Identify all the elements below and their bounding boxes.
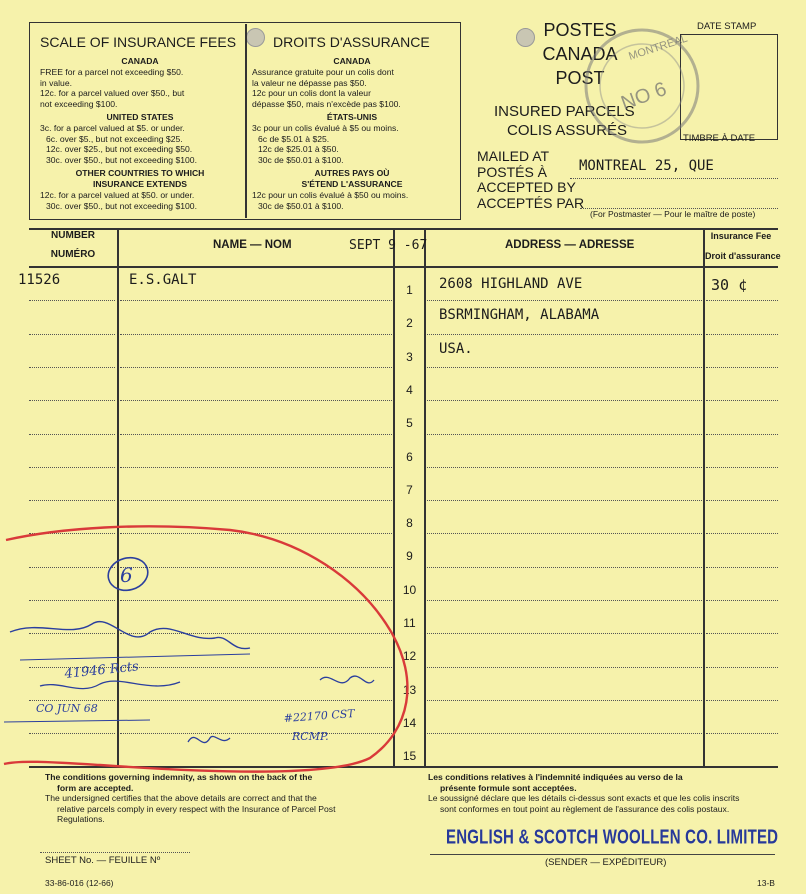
scale-title-en: SCALE OF INSURANCE FEES	[40, 34, 237, 50]
en-section-head2: INSURANCE EXTENDS	[92, 179, 188, 189]
en-fee-line: 12c. for a parcel valued at $50. or under.	[40, 190, 195, 200]
postmark-city: MONTREAL	[627, 32, 690, 63]
fee-value: 30 ¢	[711, 276, 748, 294]
row-number: 11	[403, 616, 416, 630]
fr-fee-line: 6c de $5.01 à $25.	[258, 133, 330, 144]
fr-fee-line: la valeur ne dépasse pas $50.	[252, 77, 367, 88]
row-number: 4	[406, 383, 413, 397]
footer-line: présente formule sont acceptées.	[440, 782, 577, 793]
en-section-head: OTHER COUNTRIES TO WHICH	[75, 168, 205, 178]
sender-stamp: ENGLISH & SCOTCH WOOLLEN CO. LIMITED	[446, 826, 779, 849]
row-number: 1	[406, 283, 413, 297]
en-fee-line: 30c. over $50., but not exceeding $100.	[46, 200, 197, 211]
canada-label: CANADA	[542, 44, 618, 64]
row-number: 3	[406, 350, 413, 364]
row-number: 10	[402, 583, 417, 597]
footer-line: form are accepted.	[57, 782, 134, 793]
col-fee-fr-header: Droit d'assurance	[705, 251, 781, 261]
en-section-head: UNITED STATES	[106, 112, 174, 122]
date-value: SEPT 9 -67	[349, 238, 428, 253]
en-section-head: CANADA	[121, 56, 159, 66]
en-fee-line: 30c. over $50., but not exceeding $100.	[46, 154, 197, 165]
row-number: 13	[402, 683, 417, 697]
col-numero-header: NUMÉRO	[50, 249, 96, 260]
fr-fee-line: 30c de $50.01 à $100.	[258, 154, 344, 165]
fr-fee-line: dépasse $50, mais n'excède pas $100.	[252, 98, 401, 109]
circled-number: 6	[120, 563, 133, 587]
footer-line: relative parcels comply in every respect with the Insurance of Parcel Post	[57, 803, 336, 814]
footer-line: Regulations.	[57, 814, 105, 824]
footer-line: Le soussigné déclare que les détails ci-dessus sont exacts et que les colis inscrits	[428, 793, 740, 803]
en-fee-line: in value.	[40, 77, 73, 88]
handwriting-case: #22170 CST	[283, 707, 356, 725]
footer-line: The conditions governing indemnity, as shown on the back of the	[45, 772, 313, 782]
fr-section-head: ÉTATS-UNIS	[326, 112, 378, 122]
footer-line: Les conditions relatives à l'indemnité indiquées au verso de la	[428, 772, 683, 782]
fr-section-head2: S'ÉTEND L'ASSURANCE	[301, 179, 403, 189]
row-number: 7	[406, 483, 413, 497]
address-line-1: 2608 HIGHLAND AVE	[439, 276, 583, 292]
en-fee-line: FREE for a parcel not exceeding $50.	[40, 67, 184, 77]
col-name-header: NAME — NOM	[213, 239, 292, 251]
en-fee-line: not exceeding $100.	[40, 98, 118, 109]
en-fee-line: 12c. for a parcel valued over $50., but	[40, 88, 185, 98]
row-number: 9	[406, 549, 413, 563]
handwritten-annotations	[0, 520, 440, 780]
handwriting-receipt: 41946 Rcts	[63, 659, 140, 682]
address-line-2: BSRMINGHAM, ALABAMA	[439, 307, 600, 323]
postmark-stamp	[560, 20, 720, 150]
postes-a-label: POSTÉS À	[477, 164, 548, 180]
row-number: 5	[406, 416, 413, 430]
row-number: 14	[402, 716, 417, 730]
en-fee-line: 3c. for a parcel valued at $5. or under.	[40, 123, 185, 133]
mailed-at-label: MAILED AT	[477, 148, 550, 164]
row-number: 2	[406, 316, 413, 330]
row-number: 12	[402, 649, 417, 663]
handwriting-rcmp: RCMP.	[292, 730, 329, 743]
insured-parcels-label: INSURED PARCELS	[494, 103, 635, 120]
fr-fee-line: Assurance gratuite pour un colis dont	[252, 67, 394, 77]
sheet-label: SHEET No. — FEUILLE Nº	[45, 855, 161, 866]
form-code: 13-B	[757, 878, 775, 888]
fr-fee-line: 12c de $25.01 à $50.	[258, 144, 339, 154]
footer-line: sont conformes en tout point au règlement de l'assurance des colis postaux.	[440, 803, 730, 814]
row-number: 8	[406, 516, 413, 530]
fr-section-head: CANADA	[333, 56, 371, 66]
scale-title-fr: DROITS D'ASSURANCE	[273, 34, 430, 50]
handwriting-date: CO JUN 68	[36, 702, 98, 715]
fr-fee-line: 30c de $50.01 à $100.	[258, 200, 344, 211]
en-fee-line: 6c. over $5., but not exceeding $25.	[46, 133, 183, 144]
timbre-a-date-label: TIMBRE À DATE	[683, 133, 756, 144]
fr-fee-line: 12c pour un colis évalué à $50 ou moins.	[252, 190, 409, 200]
fr-fee-line: 12c pour un colis dont la valeur	[252, 88, 371, 98]
number-value: 11526	[18, 272, 61, 288]
fr-fee-line: 3c pour un colis évalué à $5 ou moins.	[252, 123, 399, 133]
row-number: 6	[406, 450, 413, 464]
sender-label: (SENDER — EXPÉDITEUR)	[545, 857, 667, 868]
postmark-date: NO 6	[618, 78, 670, 115]
postes-label: POSTES	[543, 20, 617, 40]
col-number-header: NUMBER	[51, 230, 95, 241]
col-fee-header: Insurance Fee	[710, 231, 772, 241]
row-number: 15	[402, 749, 417, 763]
footer-line: The undersigned certifies that the above details are correct and that the	[45, 793, 317, 803]
date-stamp-label: DATE STAMP	[697, 21, 757, 32]
col-address-header: ADDRESS — ADRESSE	[505, 239, 635, 251]
address-line-3: USA.	[439, 341, 473, 357]
acceptes-par-label: ACCEPTÉS PAR	[477, 195, 585, 211]
post-label: POST	[555, 68, 605, 88]
name-value: E.S.GALT	[129, 272, 197, 288]
mailed-at-value: MONTREAL 25, QUE	[579, 158, 714, 174]
fr-section-head: AUTRES PAYS OÙ	[314, 168, 390, 178]
form-number: 33-86-016 (12-66)	[45, 878, 114, 888]
colis-assures-label: COLIS ASSURÉS	[507, 122, 628, 139]
accepted-by-label: ACCEPTED BY	[477, 179, 576, 195]
postmaster-note: (For Postmaster — Pour le maître de poste)	[590, 209, 756, 219]
en-fee-line: 12c. over $25., but not exceeding $50.	[46, 144, 193, 154]
